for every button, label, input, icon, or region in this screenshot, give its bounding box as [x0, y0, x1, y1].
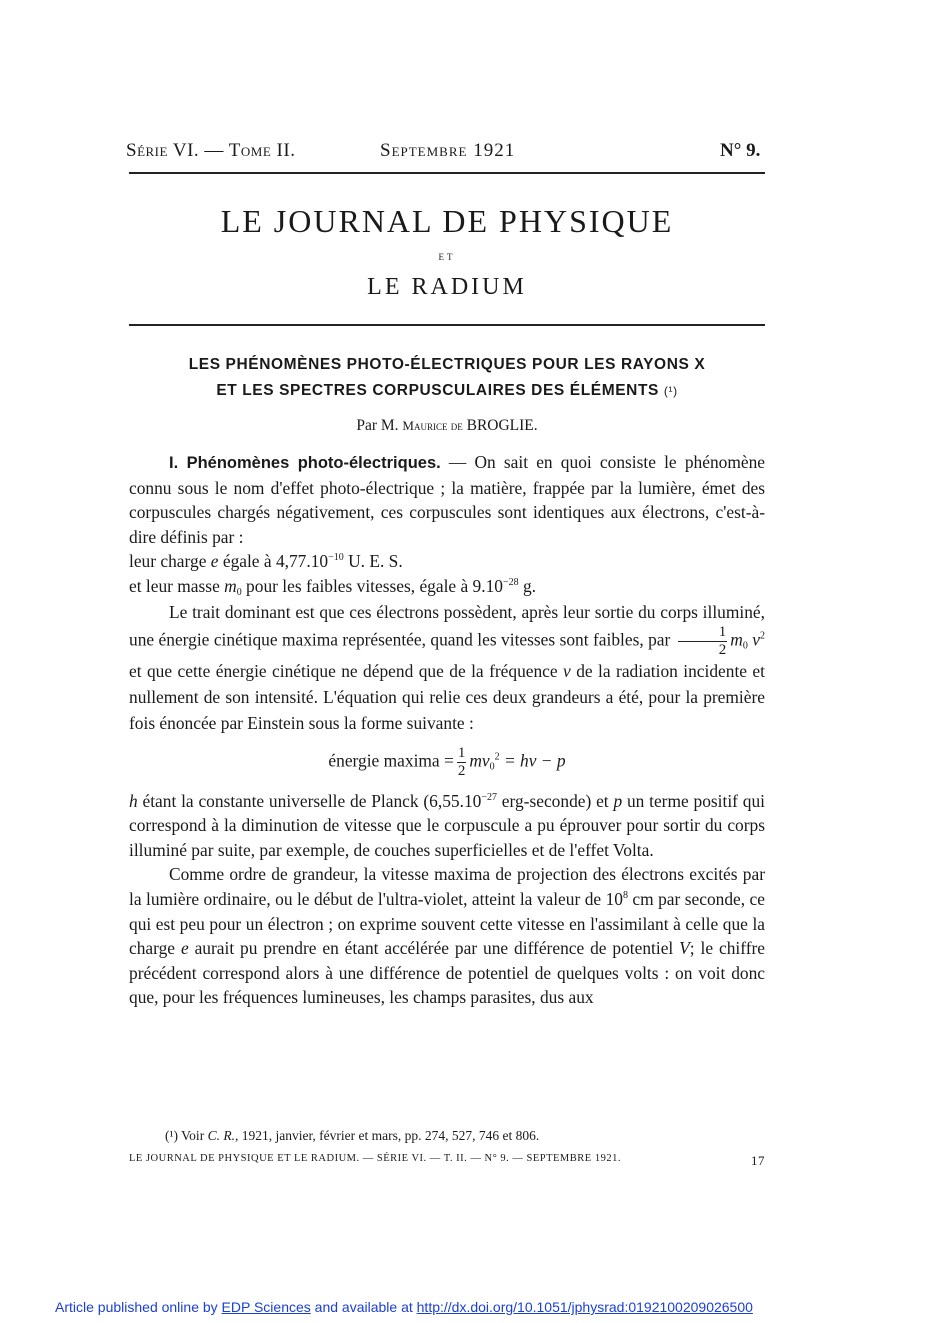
author-last: BROGLIE.	[466, 417, 538, 434]
charge-line: leur charge e égale à $4,77.10^{-10}$ U. E. S.	[129, 551, 403, 572]
paragraph-4: Comme ordre de grandeur, la vitesse maxima de projection des électrons excités par la lumière ordinaire, ou le début de l'ultra-violet, atteint la valeur de $10^8$ cm par seconde, ce qui est peu pour un électron ; on exprime souvent cette vitesse en l'assimilant à celle que la charge e aurait pu prendre en étant accélérée par une différence de potentiel V; le chiffre précédent correspond alors à une différence de potentiel de quelques volts : on voit donc que, pour les fréquences lumineuses, les champs parasites, dus aux	[129, 864, 766, 1008]
doi-link[interactable]: http://dx.doi.org/10.1051/jphysrad:0192100209026500	[416, 1299, 753, 1315]
publisher-prefix: Article published online by	[55, 1299, 222, 1315]
journal-footer-line	[129, 1153, 765, 1169]
section-heading: I. Phénomènes photo-électriques.	[169, 454, 441, 472]
paragraph-1-text: — On sait en quoi consiste le phénomène connu sous le nom d'effet photo-électrique ; la matière, frappée par la lumière, émet des corpuscules chargés négativement, ces corpuscules sont identiques aux électrons, c'est-à-dire définis par :	[129, 452, 765, 547]
journal-footer-text: LE JOURNAL DE PHYSIQUE ET LE RADIUM. — SÉRIE VI. — T. II. — N° 9. — SEPTEMBRE 1921.	[129, 1153, 621, 1164]
article-title-line2	[129, 382, 765, 400]
einstein-equation: énergie maxima = $\frac{1}{2}$ $mv_0^2 = h\nu - p$	[328, 744, 566, 779]
title-rule	[129, 324, 765, 326]
author-prefix: Par M.	[356, 417, 399, 434]
running-header-number: N° 9.	[720, 140, 761, 161]
article-title-note: (¹)	[663, 384, 678, 398]
publisher-line	[55, 1299, 753, 1315]
journal-subtitle: LE RADIUM	[367, 274, 527, 300]
article-body	[129, 450, 765, 1010]
publisher-middle: and available at	[310, 1299, 417, 1315]
footnote-cr: C. R.	[207, 1128, 235, 1143]
running-header-date: Septembre 1921	[380, 140, 516, 161]
mass-line: et leur masse $m_0$ pour les faibles vitesses, égale à $9.10^{-28}$ g.	[129, 575, 537, 598]
article-title-line1: LES PHÉNOMÈNES PHOTO-ÉLECTRIQUES POUR LES RAYONS X	[188, 356, 706, 373]
article-title-line2-text: ET LES SPECTRES CORPUSCULAIRES DES ÉLÉMENTS	[216, 382, 659, 399]
fraction-half: $\frac{1}{2}$	[678, 625, 728, 658]
running-header-series: Série VI. — Tome II.	[126, 140, 296, 161]
paragraph-2: Le trait dominant est que ces électrons possèdent, après leur sortie du corps illuminé, une énergie cinétique maxima représentée, quand les vitesses sont faibles, par $\frac{1}{2}$ $m_0$ $v^2$ et que cette énergie cinétique ne dépend que de la fréquence ν de la radiation incidente et nullement de son intensité. L'équation qui relie ces deux grandeurs a été, pour la première fois énoncée par Einstein sous la forme suivante :	[129, 601, 765, 733]
eq-fraction: $\frac{1}{2}$	[457, 744, 466, 779]
header-rule	[129, 172, 765, 174]
publisher-link[interactable]: EDP Sciences	[221, 1299, 311, 1315]
author-first: Maurice de	[402, 418, 463, 433]
footnote: (¹) Voir C. R., 1921, janvier, février et mars, pp. 274, 527, 746 et 806.	[165, 1128, 540, 1143]
paragraph-1	[129, 450, 765, 549]
page-number: 17	[751, 1153, 765, 1168]
article-author	[129, 417, 765, 435]
paragraph-3: h étant la constante universelle de Planck ($6,55.10^{-27}$ erg-seconde) et p un terme positif qui correspond à la diminution de vitesse que le corpuscule a pu éprouver pour sortir du corps illuminé par suite, par exemple, de couches superficielles et de l'effet Volta.	[129, 790, 765, 860]
footnote-mark: (¹)	[165, 1128, 179, 1143]
journal-conj: ET	[438, 252, 456, 262]
journal-title: LE JOURNAL DE PHYSIQUE	[220, 203, 674, 239]
